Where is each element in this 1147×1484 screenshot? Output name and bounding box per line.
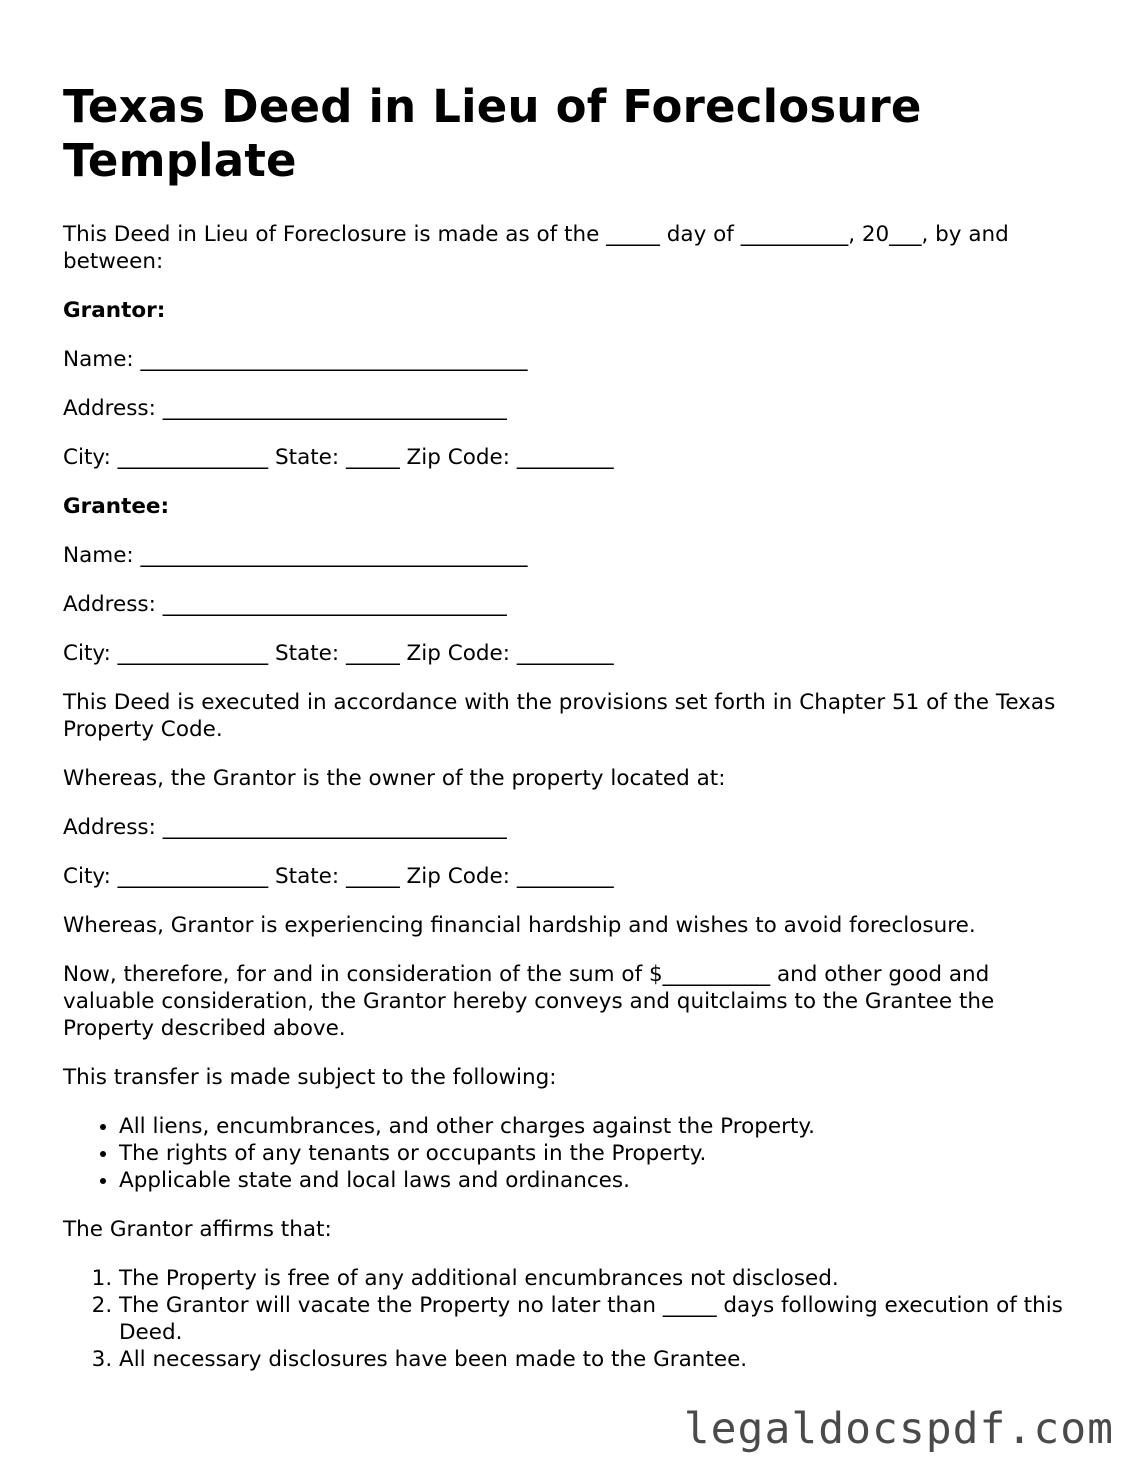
page-title: Texas Deed in Lieu of Foreclosure Template [63, 80, 922, 187]
grantor-name-line: Name: ____________________________________ [63, 347, 528, 372]
intro-paragraph: This Deed in Lieu of Foreclosure is made as of the _____ day of __________, 20___, by and between: [63, 222, 1009, 274]
grantor-city-line: City: ______________ State: _____ Zip Code: _________ [63, 445, 614, 470]
affirm-intro: The Grantor affirms that: [63, 1217, 332, 1242]
chapter-paragraph: This Deed is executed in accordance with the provisions set forth in Chapter 51 of the Texas Property Code. [63, 690, 1056, 742]
list-item: 1. The Property is free of any additional encumbrances not disclosed. [119, 1265, 1073, 1292]
list-item: • All liens, encumbrances, and other charges against the Property. [119, 1113, 1073, 1140]
document-body [63, 80, 1073, 1395]
grantor-heading: Grantor: [63, 298, 166, 323]
consideration-paragraph: Now, therefore, for and in consideration of the sum of $__________ and other good and valuable consideration, the Grantor hereby conveys and quitclaims to the Grantee the Property described above. [63, 962, 995, 1041]
grantee-heading: Grantee: [63, 494, 170, 519]
list-item: • Applicable state and local laws and ordinances. [119, 1167, 1073, 1194]
grantee-address-line: Address: ________________________________ [63, 592, 507, 617]
property-city-line: City: ______________ State: _____ Zip Code: _________ [63, 864, 614, 889]
property-address-line: Address: ________________________________ [63, 815, 507, 840]
whereas-owner-paragraph: Whereas, the Grantor is the owner of the property located at: [63, 766, 726, 791]
list-item: 3. All necessary disclosures have been made to the Grantee. [119, 1346, 1073, 1373]
grantor-address-line: Address: ________________________________ [63, 396, 507, 421]
subject-intro: This transfer is made subject to the following: [63, 1065, 557, 1090]
grantee-name-line: Name: ____________________________________ [63, 543, 528, 568]
list-item: • The rights of any tenants or occupants in the Property. [119, 1140, 1073, 1167]
grantee-city-line: City: ______________ State: _____ Zip Code: _________ [63, 641, 614, 666]
subject-list [63, 1113, 1073, 1194]
affirm-list [63, 1265, 1073, 1373]
watermark: legaldocspdf.com [683, 1404, 1114, 1454]
whereas-hardship-paragraph: Whereas, Grantor is experiencing financial hardship and wishes to avoid foreclosure. [63, 913, 976, 938]
list-item: 2. The Grantor will vacate the Property no later than _____ days following execution of this Deed. [119, 1292, 1073, 1346]
